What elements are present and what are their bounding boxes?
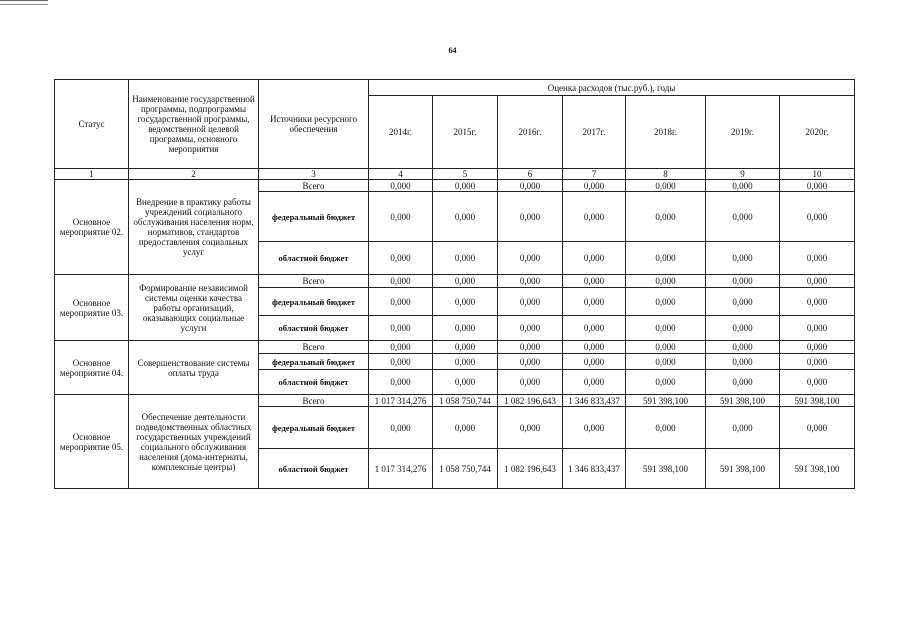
amount-cell: 0,000 xyxy=(706,316,780,341)
amount-cell: 0,000 xyxy=(433,242,498,275)
amount-cell: 591 398,100 xyxy=(626,449,706,489)
amount-cell: 0,000 xyxy=(433,275,498,288)
amount-cell: 0,000 xyxy=(563,316,626,341)
amount-cell: 1 346 833,437 xyxy=(563,395,626,407)
column-index: 7 xyxy=(563,169,626,180)
amount-cell: 0,000 xyxy=(626,180,706,192)
amount-cell: 0,000 xyxy=(626,316,706,341)
funding-source: федеральный бюджет xyxy=(259,407,369,449)
section-status: Основное мероприятие 02. xyxy=(55,180,129,275)
amount-cell: 0,000 xyxy=(369,354,433,370)
amount-cell: 0,000 xyxy=(498,370,563,395)
column-index: 9 xyxy=(706,169,780,180)
amount-cell: 0,000 xyxy=(433,354,498,370)
amount-cell: 0,000 xyxy=(780,192,855,242)
column-index: 5 xyxy=(433,169,498,180)
amount-cell: 591 398,100 xyxy=(706,395,780,407)
table-row xyxy=(55,275,855,288)
amount-cell: 0,000 xyxy=(563,192,626,242)
table-row xyxy=(55,180,855,192)
header-year: 2019г. xyxy=(706,96,780,169)
table-row xyxy=(55,341,855,354)
amount-cell: 0,000 xyxy=(563,180,626,192)
amount-cell: 0,000 xyxy=(498,288,563,316)
funding-source: Всего xyxy=(259,395,369,407)
section-name: Формирование независимой системы оценки качества работы организаций, оказывающих социальные услуги xyxy=(129,275,259,341)
amount-cell: 0,000 xyxy=(498,275,563,288)
amount-cell: 0,000 xyxy=(626,192,706,242)
amount-cell: 0,000 xyxy=(369,407,433,449)
amount-cell: 0,000 xyxy=(369,316,433,341)
amount-cell: 0,000 xyxy=(369,370,433,395)
amount-cell: 0,000 xyxy=(780,288,855,316)
funding-source: Всего xyxy=(259,341,369,354)
section-name: Совершенствование системы оплаты труда xyxy=(129,341,259,395)
amount-cell: 0,000 xyxy=(498,316,563,341)
amount-cell: 1 058 750,744 xyxy=(433,395,498,407)
amount-cell: 0,000 xyxy=(780,242,855,275)
amount-cell: 0,000 xyxy=(498,180,563,192)
amount-cell: 0,000 xyxy=(369,180,433,192)
section-name: Обеспечение деятельности подведомственных областных государственных учреждений социального обслуживания населения (дома-интернаты, комплексные центры) xyxy=(129,395,259,489)
amount-cell: 0,000 xyxy=(433,370,498,395)
resource-allocation-table xyxy=(54,79,855,489)
amount-cell: 0,000 xyxy=(498,354,563,370)
amount-cell: 1 017 314,276 xyxy=(369,449,433,489)
amount-cell: 0,000 xyxy=(563,288,626,316)
section-status: Основное мероприятие 04. xyxy=(55,341,129,395)
header-estimate: Оценка расходов (тыс.руб.), годы xyxy=(369,80,855,96)
amount-cell: 0,000 xyxy=(433,180,498,192)
amount-cell: 0,000 xyxy=(498,192,563,242)
amount-cell: 0,000 xyxy=(498,242,563,275)
amount-cell: 0,000 xyxy=(706,180,780,192)
funding-source: федеральный бюджет xyxy=(259,288,369,316)
amount-cell: 1 346 833,437 xyxy=(563,449,626,489)
amount-cell: 591 398,100 xyxy=(626,395,706,407)
funding-source: Всего xyxy=(259,275,369,288)
funding-source: федеральный бюджет xyxy=(259,354,369,370)
amount-cell: 0,000 xyxy=(369,275,433,288)
header-status: Статус xyxy=(55,80,129,169)
amount-cell: 0,000 xyxy=(706,370,780,395)
header-sources: Источники ресурсного обеспечения xyxy=(259,80,369,169)
header-program-name: Наименование государственной программы, подпрограммы государственной программы, ведомственной целевой программы, основного мероприятия xyxy=(129,80,259,169)
section-status: Основное мероприятие 05. xyxy=(55,395,129,489)
amount-cell: 0,000 xyxy=(433,288,498,316)
page-number: 64 xyxy=(448,46,457,55)
amount-cell: 0,000 xyxy=(780,180,855,192)
amount-cell: 0,000 xyxy=(780,354,855,370)
table-row xyxy=(55,395,855,407)
amount-cell: 0,000 xyxy=(433,407,498,449)
funding-source: областной бюджет xyxy=(259,242,369,275)
amount-cell: 0,000 xyxy=(369,288,433,316)
funding-source: областной бюджет xyxy=(259,449,369,489)
amount-cell: 0,000 xyxy=(780,407,855,449)
amount-cell: 0,000 xyxy=(626,341,706,354)
amount-cell: 0,000 xyxy=(433,192,498,242)
amount-cell: 0,000 xyxy=(626,354,706,370)
amount-cell: 0,000 xyxy=(369,242,433,275)
column-index: 8 xyxy=(626,169,706,180)
amount-cell: 0,000 xyxy=(626,275,706,288)
section-name: Внедрение в практику работы учреждений социального обслуживания населения норм, нормативов, стандартов предоставления социальных услуг xyxy=(129,180,259,275)
amount-cell: 1 058 750,744 xyxy=(433,449,498,489)
column-index: 1 xyxy=(55,169,129,180)
column-index: 2 xyxy=(129,169,259,180)
amount-cell: 0,000 xyxy=(780,275,855,288)
amount-cell: 0,000 xyxy=(563,242,626,275)
column-index: 4 xyxy=(369,169,433,180)
amount-cell: 1 017 314,276 xyxy=(369,395,433,407)
amount-cell: 0,000 xyxy=(563,370,626,395)
amount-cell: 591 398,100 xyxy=(780,395,855,407)
amount-cell: 591 398,100 xyxy=(706,449,780,489)
amount-cell: 0,000 xyxy=(706,275,780,288)
header-year: 2020г. xyxy=(780,96,855,169)
amount-cell: 0,000 xyxy=(626,288,706,316)
header-year: 2017г. xyxy=(563,96,626,169)
funding-source: Всего xyxy=(259,180,369,192)
amount-cell: 591 398,100 xyxy=(780,449,855,489)
scan-edge-mark xyxy=(0,0,48,5)
amount-cell: 0,000 xyxy=(433,341,498,354)
amount-cell: 0,000 xyxy=(563,341,626,354)
amount-cell: 0,000 xyxy=(706,341,780,354)
amount-cell: 0,000 xyxy=(780,316,855,341)
amount-cell: 0,000 xyxy=(563,275,626,288)
amount-cell: 0,000 xyxy=(369,192,433,242)
amount-cell: 0,000 xyxy=(369,341,433,354)
amount-cell: 0,000 xyxy=(706,192,780,242)
amount-cell: 0,000 xyxy=(706,288,780,316)
funding-source: областной бюджет xyxy=(259,370,369,395)
column-index: 3 xyxy=(259,169,369,180)
amount-cell: 0,000 xyxy=(706,407,780,449)
funding-source: областной бюджет xyxy=(259,316,369,341)
amount-cell: 0,000 xyxy=(563,354,626,370)
header-year: 2016г. xyxy=(498,96,563,169)
amount-cell: 0,000 xyxy=(780,370,855,395)
column-index: 10 xyxy=(780,169,855,180)
column-index: 6 xyxy=(498,169,563,180)
amount-cell: 0,000 xyxy=(626,407,706,449)
amount-cell: 0,000 xyxy=(498,341,563,354)
header-year: 2015г. xyxy=(433,96,498,169)
amount-cell: 0,000 xyxy=(706,354,780,370)
amount-cell: 1 082 196,643 xyxy=(498,395,563,407)
header-year: 2018г. xyxy=(626,96,706,169)
amount-cell: 0,000 xyxy=(563,407,626,449)
section-status: Основное мероприятие 03. xyxy=(55,275,129,341)
header-year: 2014г. xyxy=(369,96,433,169)
amount-cell: 0,000 xyxy=(498,407,563,449)
funding-source: федеральный бюджет xyxy=(259,192,369,242)
amount-cell: 0,000 xyxy=(706,242,780,275)
amount-cell: 0,000 xyxy=(626,370,706,395)
amount-cell: 0,000 xyxy=(433,316,498,341)
amount-cell: 0,000 xyxy=(626,242,706,275)
amount-cell: 0,000 xyxy=(780,341,855,354)
amount-cell: 1 082 196,643 xyxy=(498,449,563,489)
